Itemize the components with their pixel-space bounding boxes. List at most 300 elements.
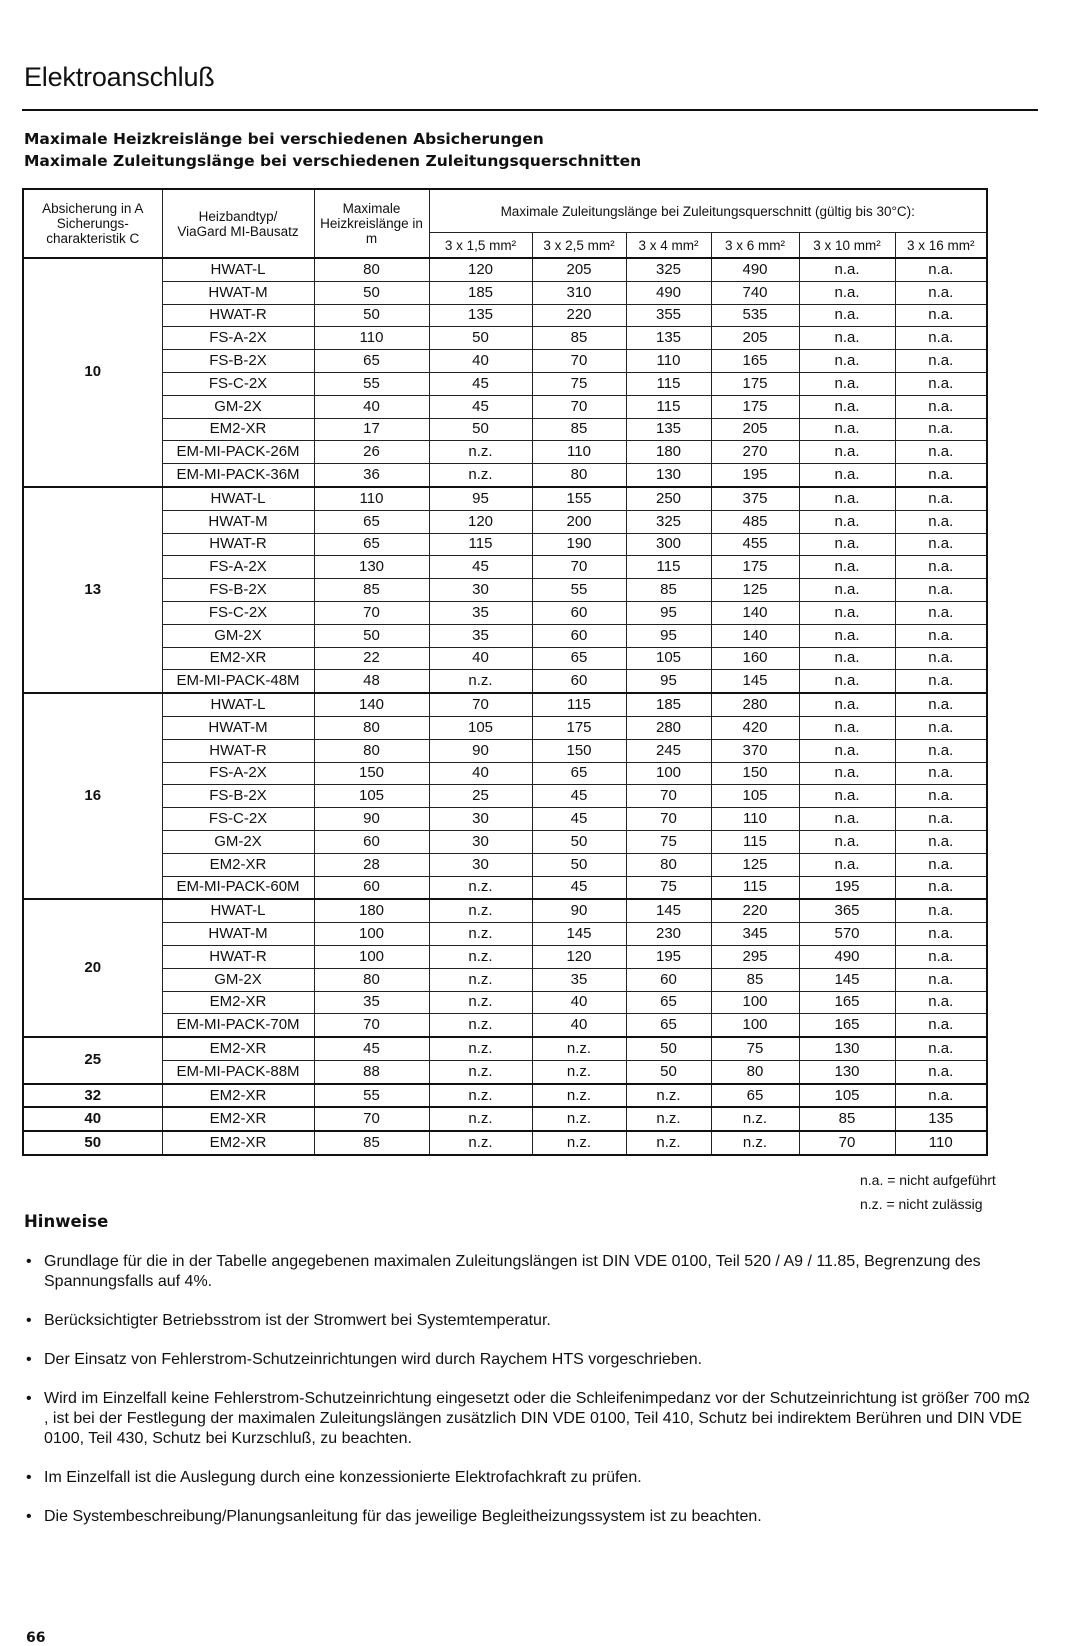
circuit-length-cell: 88 xyxy=(314,1060,429,1083)
table-row xyxy=(23,945,987,968)
feed-length-cell: 35 xyxy=(532,968,626,991)
feed-length-cell: n.a. xyxy=(799,487,895,510)
legend-na: n.a. = nicht aufgeführt xyxy=(860,1172,996,1188)
feed-length-cell: 70 xyxy=(429,693,532,716)
feed-length-cell: 145 xyxy=(799,968,895,991)
header-fuse: Absicherung in A Sicherungs-charakteristik C xyxy=(23,189,162,258)
feed-length-cell: 60 xyxy=(532,670,626,693)
feed-length-cell: 110 xyxy=(711,808,799,831)
feed-length-cell: 485 xyxy=(711,510,799,533)
circuit-length-cell: 150 xyxy=(314,762,429,785)
feed-length-cell: 50 xyxy=(429,327,532,350)
cable-type-cell: HWAT-L xyxy=(162,693,314,716)
feed-length-cell: 30 xyxy=(429,853,532,876)
cable-type-cell: FS-B-2X xyxy=(162,579,314,602)
feed-length-cell: 160 xyxy=(711,647,799,670)
feed-length-cell: n.a. xyxy=(799,762,895,785)
circuit-length-cell: 65 xyxy=(314,510,429,533)
cable-type-cell: EM2-XR xyxy=(162,991,314,1014)
feed-length-cell: 175 xyxy=(711,372,799,395)
feed-length-cell: 45 xyxy=(429,372,532,395)
feed-length-cell: n.z. xyxy=(532,1107,626,1131)
table-row xyxy=(23,716,987,739)
feed-length-cell: 135 xyxy=(626,418,711,441)
feed-length-cell: n.a. xyxy=(895,876,987,899)
feed-length-cell: n.z. xyxy=(429,945,532,968)
feed-length-cell: 270 xyxy=(711,441,799,464)
subtitle-feed-length: Maximale Zuleitungslänge bei verschiedenen Zuleitungsquerschnitten xyxy=(24,152,642,170)
feed-length-cell: 65 xyxy=(532,762,626,785)
feed-length-cell: n.a. xyxy=(799,464,895,487)
table-row xyxy=(23,441,987,464)
header-cross-section: 3 x 4 mm² xyxy=(626,233,711,259)
feed-length-cell: n.z. xyxy=(429,968,532,991)
cable-type-cell: HWAT-R xyxy=(162,739,314,762)
table-row xyxy=(23,830,987,853)
feed-length-cell: 40 xyxy=(429,647,532,670)
feed-length-cell: 535 xyxy=(711,304,799,327)
feed-length-cell: 70 xyxy=(532,395,626,418)
feed-length-cell: 30 xyxy=(429,830,532,853)
feed-length-cell: 300 xyxy=(626,533,711,556)
cable-type-cell: HWAT-R xyxy=(162,945,314,968)
feed-length-cell: n.a. xyxy=(895,899,987,922)
circuit-length-cell: 80 xyxy=(314,739,429,762)
feed-length-cell: 30 xyxy=(429,579,532,602)
feed-length-cell: 70 xyxy=(799,1131,895,1155)
table-row xyxy=(23,1084,987,1108)
feed-length-cell: 165 xyxy=(799,1014,895,1037)
circuit-length-cell: 55 xyxy=(314,372,429,395)
note-item: • Wird im Einzelfall keine Fehlerstrom-Schutzeinrichtung eingesetzt oder die Schleifenimpedanz vor der Schutzeinrichtung ist größer 700 mΩ , ist bei der Festlegung der maximalen Zuleitungslängen zusätzlich DIN VDE 0100, Teil 410, Schutz bei indirektem Berühren und DIN VDE 0100, Teil 430, Schutz bei Kurzschluß, zu beachten. xyxy=(24,1389,1034,1449)
feed-length-cell: n.a. xyxy=(895,968,987,991)
feed-length-cell: 95 xyxy=(626,670,711,693)
feed-length-cell: 35 xyxy=(429,601,532,624)
feed-length-cell: n.a. xyxy=(895,1037,987,1060)
feed-length-cell: n.a. xyxy=(799,647,895,670)
fuse-rating-cell: 25 xyxy=(23,1037,162,1084)
feed-length-cell: n.a. xyxy=(895,510,987,533)
feed-length-cell: n.a. xyxy=(799,372,895,395)
feed-length-cell: 195 xyxy=(711,464,799,487)
feed-length-cell: 65 xyxy=(626,1014,711,1037)
cable-type-cell: FS-B-2X xyxy=(162,350,314,373)
feed-length-cell: 105 xyxy=(711,785,799,808)
feed-length-cell: 55 xyxy=(532,579,626,602)
feed-length-cell: n.a. xyxy=(895,350,987,373)
feed-length-cell: n.a. xyxy=(895,1084,987,1108)
feed-length-cell: 100 xyxy=(626,762,711,785)
circuit-length-cell: 110 xyxy=(314,487,429,510)
cable-type-cell: EM-MI-PACK-88M xyxy=(162,1060,314,1083)
circuit-length-cell: 130 xyxy=(314,556,429,579)
feed-length-cell: n.a. xyxy=(895,441,987,464)
feed-length-cell: 50 xyxy=(429,418,532,441)
note-item: • Im Einzelfall ist die Auslegung durch eine konzessionierte Elektrofachkraft zu prüfen. xyxy=(24,1468,1034,1488)
cable-type-cell: HWAT-R xyxy=(162,304,314,327)
feed-length-cell: n.a. xyxy=(895,281,987,304)
cable-type-cell: EM-MI-PACK-36M xyxy=(162,464,314,487)
feed-length-cell: 85 xyxy=(626,579,711,602)
feed-length-cell: 115 xyxy=(711,876,799,899)
feed-length-cell: n.z. xyxy=(429,991,532,1014)
note-item: • Die Systembeschreibung/Planungsanleitung für das jeweilige Begleitheizungssystem ist zu beachten. xyxy=(24,1507,1034,1527)
feed-length-cell: 95 xyxy=(626,624,711,647)
feed-length-cell: 175 xyxy=(711,395,799,418)
feed-length-cell: n.a. xyxy=(895,716,987,739)
table-row xyxy=(23,1060,987,1083)
feed-length-cell: n.a. xyxy=(799,716,895,739)
feed-length-cell: 135 xyxy=(895,1107,987,1131)
feed-length-cell: n.a. xyxy=(799,670,895,693)
notes-heading: Hinweise xyxy=(24,1212,109,1231)
feed-length-cell: 120 xyxy=(532,945,626,968)
feed-length-cell: 70 xyxy=(626,785,711,808)
feed-length-cell: 220 xyxy=(711,899,799,922)
circuit-length-cell: 80 xyxy=(314,258,429,281)
feed-length-cell: 115 xyxy=(626,556,711,579)
feed-length-cell: n.a. xyxy=(895,785,987,808)
feed-length-cell: 75 xyxy=(711,1037,799,1060)
circuit-length-cell: 60 xyxy=(314,830,429,853)
feed-length-cell: n.a. xyxy=(799,556,895,579)
cable-type-cell: GM-2X xyxy=(162,830,314,853)
table-row xyxy=(23,327,987,350)
cable-type-cell: GM-2X xyxy=(162,624,314,647)
feed-length-cell: 75 xyxy=(532,372,626,395)
feed-length-cell: n.a. xyxy=(895,372,987,395)
circuit-length-cell: 100 xyxy=(314,923,429,946)
feed-length-cell: n.a. xyxy=(799,624,895,647)
feed-length-cell: 115 xyxy=(532,693,626,716)
feed-length-cell: n.a. xyxy=(895,853,987,876)
feed-length-cell: n.a. xyxy=(799,441,895,464)
feed-length-cell: 180 xyxy=(626,441,711,464)
table-row xyxy=(23,1107,987,1131)
legend-nz: n.z. = nicht zulässig xyxy=(860,1196,983,1212)
feed-length-cell: n.a. xyxy=(895,327,987,350)
feed-length-cell: 130 xyxy=(799,1037,895,1060)
feed-length-cell: 40 xyxy=(532,1014,626,1037)
feed-length-cell: n.z. xyxy=(429,464,532,487)
feed-length-cell: 85 xyxy=(799,1107,895,1131)
feed-length-cell: n.a. xyxy=(799,601,895,624)
table-row xyxy=(23,418,987,441)
circuit-length-cell: 110 xyxy=(314,327,429,350)
cable-type-cell: FS-C-2X xyxy=(162,372,314,395)
feed-length-cell: n.a. xyxy=(895,487,987,510)
feed-length-cell: 105 xyxy=(429,716,532,739)
feed-length-cell: 110 xyxy=(626,350,711,373)
feed-length-cell: 70 xyxy=(626,808,711,831)
feed-length-cell: 115 xyxy=(429,533,532,556)
cable-type-cell: HWAT-L xyxy=(162,487,314,510)
feed-length-cell: 570 xyxy=(799,923,895,946)
table-row xyxy=(23,395,987,418)
circuit-length-cell: 80 xyxy=(314,716,429,739)
table-row xyxy=(23,304,987,327)
feed-length-cell: n.z. xyxy=(626,1084,711,1108)
table-row xyxy=(23,372,987,395)
table-row xyxy=(23,876,987,899)
table-row xyxy=(23,556,987,579)
header-cross-section: 3 x 6 mm² xyxy=(711,233,799,259)
feed-length-cell: 65 xyxy=(532,647,626,670)
feed-length-cell: 130 xyxy=(626,464,711,487)
feed-length-cell: 150 xyxy=(532,739,626,762)
note-item: • Der Einsatz von Fehlerstrom-Schutzeinrichtungen wird durch Raychem HTS vorgeschrieben. xyxy=(24,1350,1034,1370)
cable-type-cell: FS-C-2X xyxy=(162,601,314,624)
feed-length-cell: n.z. xyxy=(429,876,532,899)
cable-type-cell: FS-B-2X xyxy=(162,785,314,808)
circuit-length-cell: 60 xyxy=(314,876,429,899)
table-row xyxy=(23,968,987,991)
circuit-length-cell: 65 xyxy=(314,533,429,556)
fuse-rating-cell: 13 xyxy=(23,487,162,693)
feed-length-cell: n.a. xyxy=(895,624,987,647)
feed-length-cell: 145 xyxy=(711,670,799,693)
note-item: • Grundlage für die in der Tabelle angegebenen maximalen Zuleitungslängen ist DIN VDE 0100, Teil 520 / A9 / 11.85, Begrenzung des Spannungsfalls auf 4%. xyxy=(24,1252,1034,1292)
feed-length-cell: n.a. xyxy=(895,258,987,281)
circuit-length-cell: 22 xyxy=(314,647,429,670)
feed-length-cell: 60 xyxy=(626,968,711,991)
feed-length-cell: 85 xyxy=(532,418,626,441)
feed-length-cell: 85 xyxy=(711,968,799,991)
feed-length-cell: 35 xyxy=(429,624,532,647)
table-row xyxy=(23,923,987,946)
feed-length-cell: n.a. xyxy=(895,533,987,556)
feed-length-cell: n.z. xyxy=(532,1084,626,1108)
feed-length-cell: 220 xyxy=(532,304,626,327)
feed-length-cell: n.a. xyxy=(895,923,987,946)
feed-length-cell: n.a. xyxy=(895,304,987,327)
feed-length-cell: 40 xyxy=(429,350,532,373)
table-row xyxy=(23,762,987,785)
feed-length-cell: 135 xyxy=(626,327,711,350)
feed-length-cell: 325 xyxy=(626,258,711,281)
subheadings xyxy=(24,128,641,172)
feed-length-cell: n.a. xyxy=(799,853,895,876)
feed-length-cell: 80 xyxy=(711,1060,799,1083)
feed-length-cell: 420 xyxy=(711,716,799,739)
feed-length-cell: 280 xyxy=(711,693,799,716)
feed-length-cell: 165 xyxy=(711,350,799,373)
table-row xyxy=(23,1131,987,1155)
feed-length-cell: 65 xyxy=(626,991,711,1014)
feed-length-cell: 75 xyxy=(626,830,711,853)
feed-length-cell: n.a. xyxy=(799,830,895,853)
cable-type-cell: HWAT-M xyxy=(162,716,314,739)
feed-length-cell: 105 xyxy=(799,1084,895,1108)
feed-length-cell: 100 xyxy=(711,991,799,1014)
feed-length-cell: 185 xyxy=(429,281,532,304)
fuse-rating-cell: 20 xyxy=(23,899,162,1037)
table-row xyxy=(23,487,987,510)
feed-length-cell: 130 xyxy=(799,1060,895,1083)
note-item: • Berücksichtigter Betriebsstrom ist der Stromwert bei Systemtemperatur. xyxy=(24,1311,1034,1331)
feed-length-cell: 45 xyxy=(429,556,532,579)
feed-length-cell: 200 xyxy=(532,510,626,533)
cable-type-cell: FS-A-2X xyxy=(162,556,314,579)
header-max-feed-length: Maximale Zuleitungslänge bei Zuleitungsquerschnitt (gültig bis 30°C): xyxy=(429,189,987,233)
feed-length-cell: 70 xyxy=(532,350,626,373)
feed-length-cell: 140 xyxy=(711,601,799,624)
feed-length-cell: n.z. xyxy=(532,1131,626,1155)
circuit-length-cell: 70 xyxy=(314,601,429,624)
feed-length-cell: 195 xyxy=(626,945,711,968)
fuse-rating-cell: 40 xyxy=(23,1107,162,1131)
cable-type-cell: EM2-XR xyxy=(162,418,314,441)
cable-type-cell: EM2-XR xyxy=(162,853,314,876)
feed-length-cell: 125 xyxy=(711,853,799,876)
table-row xyxy=(23,533,987,556)
cable-type-cell: HWAT-M xyxy=(162,923,314,946)
feed-length-cell: 490 xyxy=(626,281,711,304)
feed-length-cell: 25 xyxy=(429,785,532,808)
table-row xyxy=(23,899,987,922)
cable-type-cell: FS-A-2X xyxy=(162,762,314,785)
table-body xyxy=(23,258,987,1155)
feed-length-cell: n.a. xyxy=(799,304,895,327)
cable-type-cell: GM-2X xyxy=(162,395,314,418)
cable-type-cell: EM2-XR xyxy=(162,1131,314,1155)
feed-length-cell: 45 xyxy=(429,395,532,418)
feed-length-cell: 185 xyxy=(626,693,711,716)
feed-length-cell: 365 xyxy=(799,899,895,922)
circuit-length-cell: 55 xyxy=(314,1084,429,1108)
feed-length-cell: n.a. xyxy=(799,327,895,350)
feed-length-cell: 45 xyxy=(532,785,626,808)
table-row xyxy=(23,601,987,624)
circuit-length-cell: 50 xyxy=(314,624,429,647)
feed-length-cell: 40 xyxy=(532,991,626,1014)
table-row xyxy=(23,258,987,281)
feed-length-cell: n.a. xyxy=(895,945,987,968)
cable-type-cell: EM-MI-PACK-60M xyxy=(162,876,314,899)
feed-length-cell: 455 xyxy=(711,533,799,556)
feed-length-cell: 90 xyxy=(429,739,532,762)
circuit-length-cell: 65 xyxy=(314,350,429,373)
feed-length-cell: 110 xyxy=(895,1131,987,1155)
feed-length-cell: 50 xyxy=(626,1037,711,1060)
fuse-rating-cell: 10 xyxy=(23,258,162,487)
header-cross-section: 3 x 1,5 mm² xyxy=(429,233,532,259)
feed-length-cell: n.a. xyxy=(799,510,895,533)
table-row xyxy=(23,464,987,487)
feed-length-cell: n.z. xyxy=(626,1107,711,1131)
circuit-length-cell: 50 xyxy=(314,304,429,327)
feed-length-cell: n.z. xyxy=(429,441,532,464)
feed-length-cell: n.a. xyxy=(895,395,987,418)
feed-length-cell: n.a. xyxy=(895,464,987,487)
table-row xyxy=(23,350,987,373)
feed-length-cell: 325 xyxy=(626,510,711,533)
table-row xyxy=(23,670,987,693)
feed-length-cell: 50 xyxy=(532,830,626,853)
feed-length-cell: n.z. xyxy=(532,1060,626,1083)
circuit-length-cell: 180 xyxy=(314,899,429,922)
cable-type-cell: HWAT-L xyxy=(162,899,314,922)
feed-length-cell: n.a. xyxy=(799,258,895,281)
table-row xyxy=(23,579,987,602)
feed-length-cell: 115 xyxy=(626,395,711,418)
feed-length-cell: 95 xyxy=(429,487,532,510)
feed-length-cell: 95 xyxy=(626,601,711,624)
feed-length-cell: 50 xyxy=(532,853,626,876)
feed-length-cell: 75 xyxy=(626,876,711,899)
feed-length-cell: n.a. xyxy=(895,1014,987,1037)
feed-length-cell: 490 xyxy=(799,945,895,968)
table-row xyxy=(23,785,987,808)
circuit-length-cell: 90 xyxy=(314,808,429,831)
feed-length-cell: n.a. xyxy=(799,395,895,418)
feed-length-cell: 205 xyxy=(711,418,799,441)
feed-length-cell: n.z. xyxy=(429,923,532,946)
feed-length-cell: n.a. xyxy=(895,556,987,579)
table-row xyxy=(23,647,987,670)
feed-length-cell: 80 xyxy=(532,464,626,487)
header-cross-section: 3 x 2,5 mm² xyxy=(532,233,626,259)
circuit-length-cell: 40 xyxy=(314,395,429,418)
feed-length-cell: 115 xyxy=(626,372,711,395)
table-row xyxy=(23,853,987,876)
feed-length-cell: 175 xyxy=(711,556,799,579)
table-row xyxy=(23,510,987,533)
feed-length-cell: n.z. xyxy=(626,1131,711,1155)
feed-length-cell: 120 xyxy=(429,510,532,533)
feed-length-cell: n.a. xyxy=(799,281,895,304)
fuse-rating-cell: 50 xyxy=(23,1131,162,1155)
page-number: 66 xyxy=(26,1630,46,1646)
feed-length-cell: n.a. xyxy=(895,670,987,693)
feed-length-cell: 280 xyxy=(626,716,711,739)
cable-type-cell: EM2-XR xyxy=(162,1084,314,1108)
feed-length-cell: n.a. xyxy=(895,693,987,716)
circuit-length-cell: 17 xyxy=(314,418,429,441)
table-row xyxy=(23,808,987,831)
feed-length-cell: n.z. xyxy=(711,1131,799,1155)
feed-length-cell: n.z. xyxy=(429,670,532,693)
cable-type-cell: FS-C-2X xyxy=(162,808,314,831)
feed-length-cell: 175 xyxy=(532,716,626,739)
feed-length-cell: n.a. xyxy=(799,739,895,762)
feed-length-cell: 310 xyxy=(532,281,626,304)
cable-type-cell: HWAT-M xyxy=(162,281,314,304)
feed-length-cell: n.z. xyxy=(429,1060,532,1083)
feed-length-cell: 50 xyxy=(626,1060,711,1083)
table-row xyxy=(23,624,987,647)
feed-length-cell: n.z. xyxy=(711,1107,799,1131)
cable-type-cell: EM-MI-PACK-48M xyxy=(162,670,314,693)
feed-length-cell: n.a. xyxy=(895,601,987,624)
feed-length-cell: 375 xyxy=(711,487,799,510)
feed-length-cell: n.a. xyxy=(799,693,895,716)
feed-length-cell: n.z. xyxy=(429,899,532,922)
circuit-length-cell: 36 xyxy=(314,464,429,487)
feed-length-cell: 135 xyxy=(429,304,532,327)
feed-length-cell: 195 xyxy=(799,876,895,899)
circuit-length-cell: 140 xyxy=(314,693,429,716)
cable-type-cell: GM-2X xyxy=(162,968,314,991)
feed-length-cell: 165 xyxy=(799,991,895,1014)
cable-type-cell: EM2-XR xyxy=(162,1037,314,1060)
feed-length-cell: 490 xyxy=(711,258,799,281)
feed-length-cell: n.a. xyxy=(895,739,987,762)
feed-length-cell: 105 xyxy=(626,647,711,670)
cable-type-cell: HWAT-M xyxy=(162,510,314,533)
header-cross-section: 3 x 10 mm² xyxy=(799,233,895,259)
feed-length-cell: n.a. xyxy=(895,762,987,785)
